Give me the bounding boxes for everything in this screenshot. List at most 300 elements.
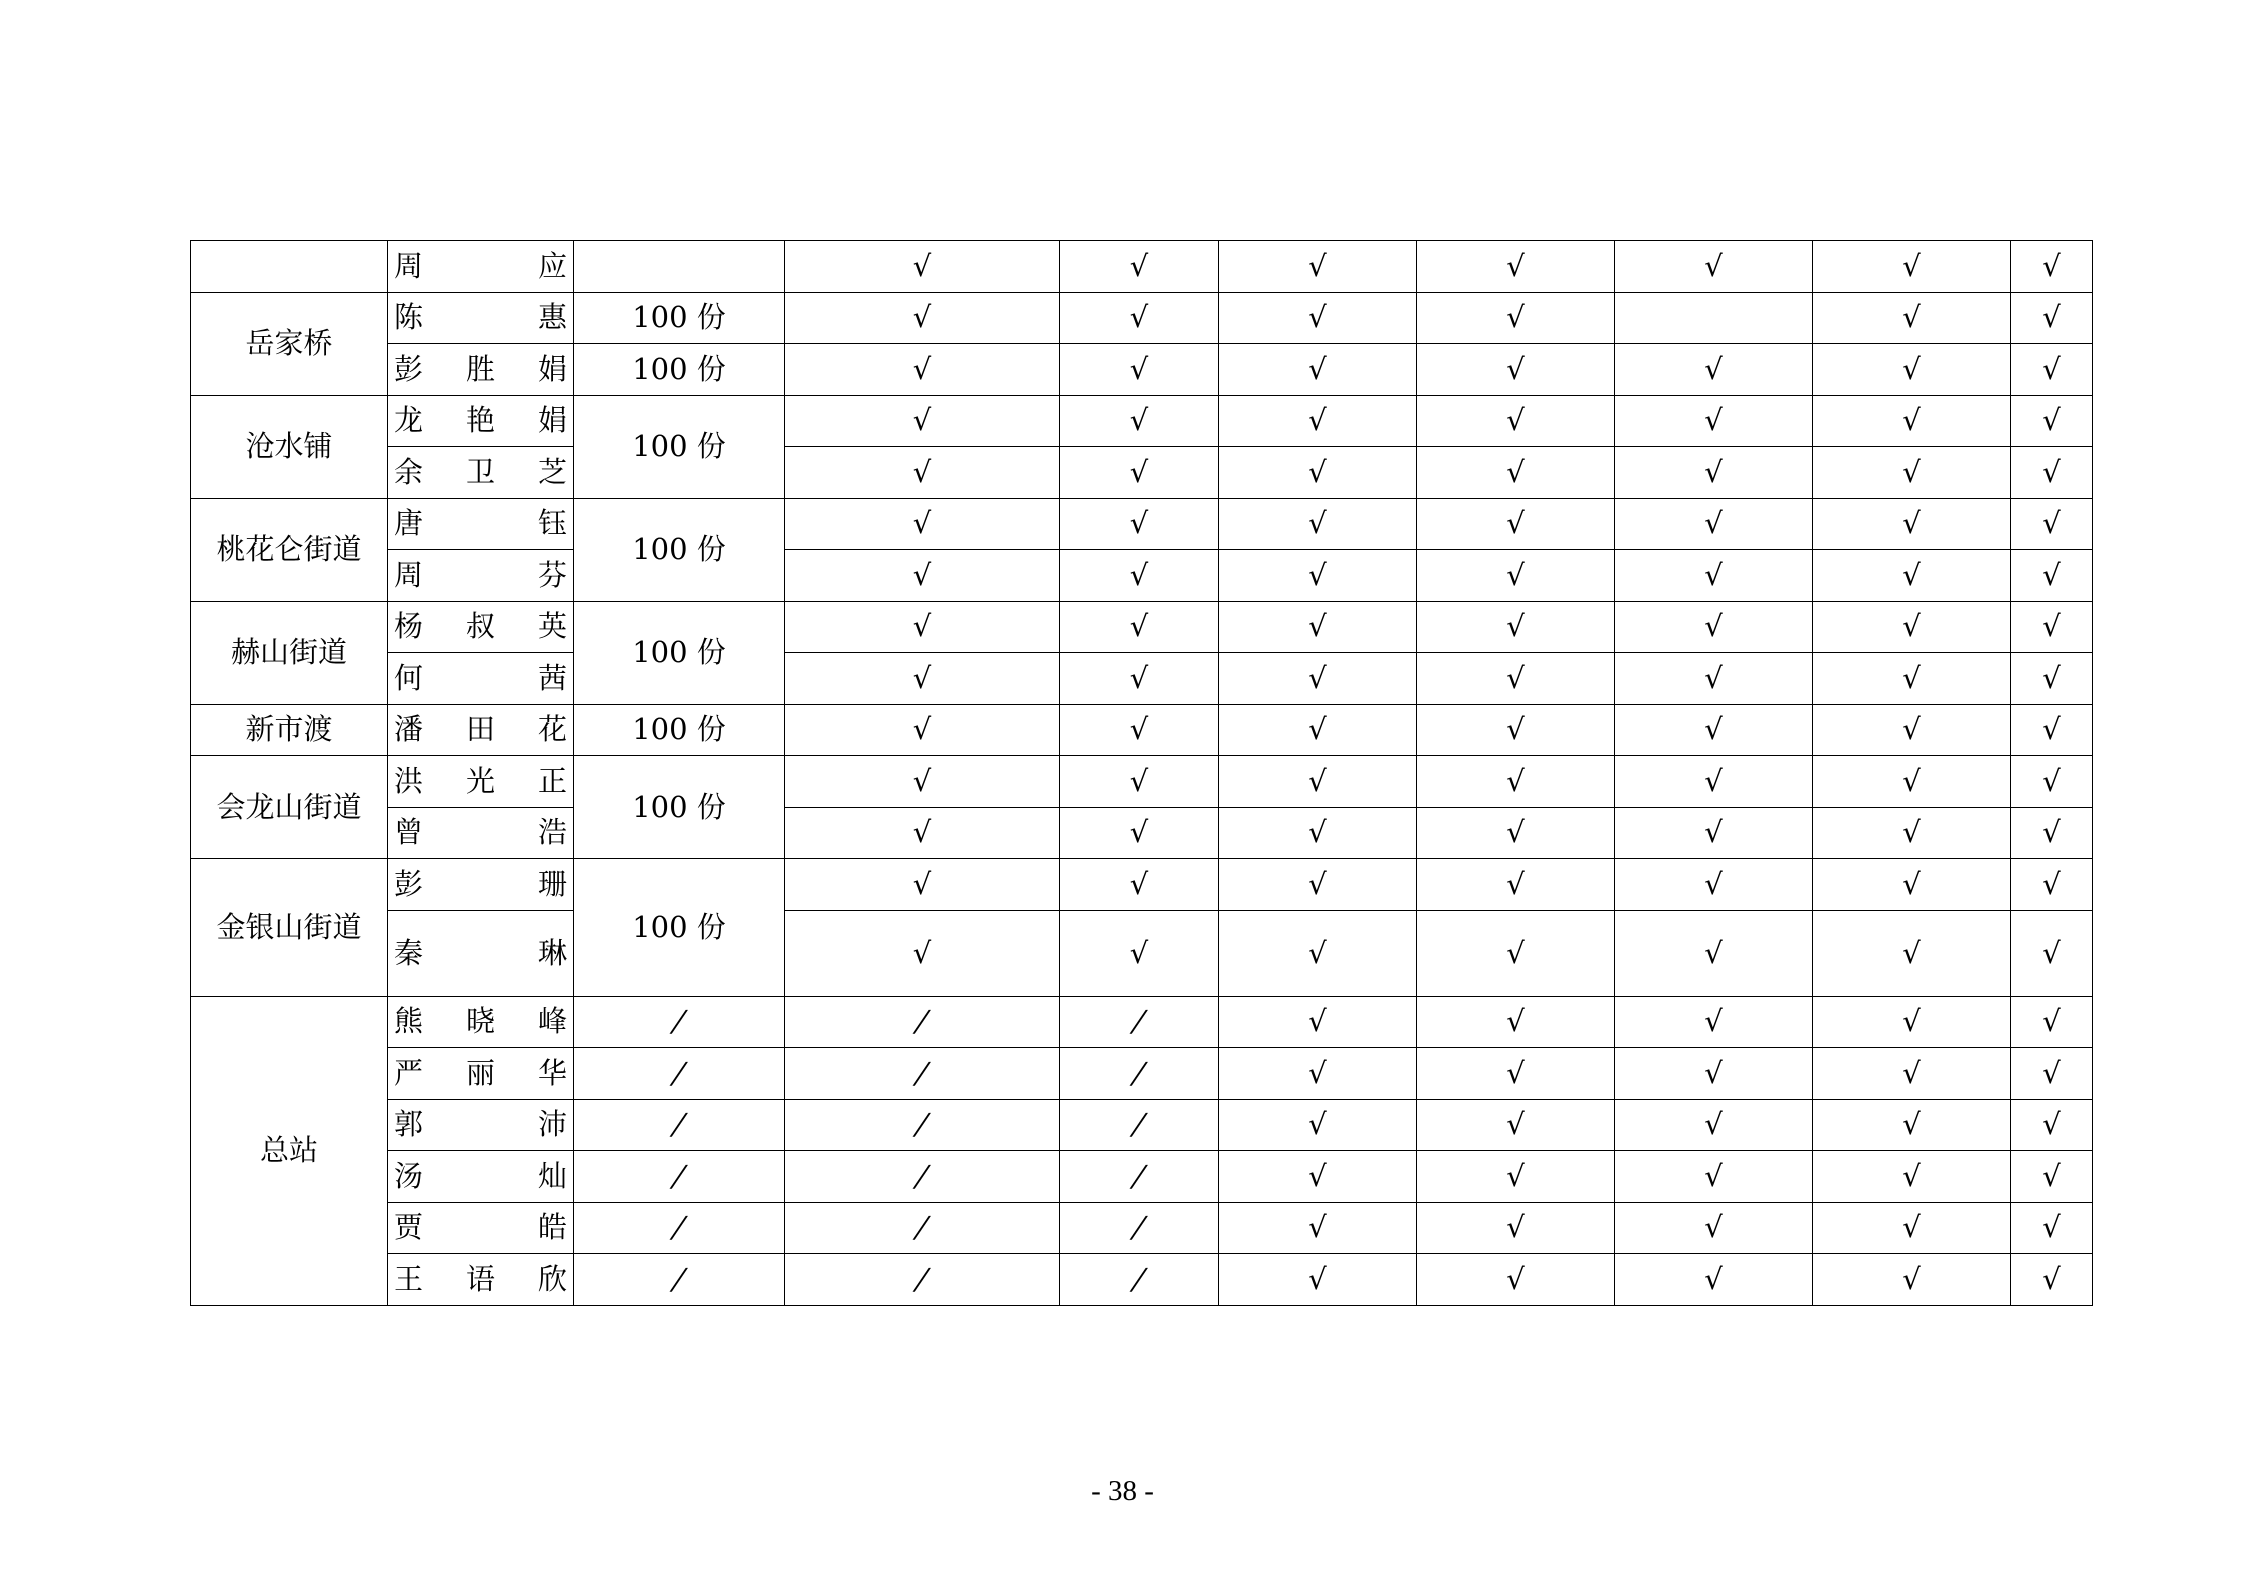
check-cell: [785, 910, 1060, 996]
check-cell: [1615, 1151, 1813, 1203]
check-mark: √: [1129, 351, 1149, 386]
quantity-value: /: [668, 1261, 691, 1296]
check-cell: [1615, 601, 1813, 653]
check-cell: [1417, 807, 1615, 859]
check-mark: √: [1129, 248, 1149, 283]
quantity-cell: [574, 344, 785, 396]
check-cell: [1060, 859, 1219, 911]
check-cell: [1219, 1202, 1417, 1254]
check-cell: [1060, 1202, 1219, 1254]
check-mark: √: [1308, 506, 1327, 541]
name-cell: 秦 琳: [388, 910, 574, 996]
check-mark: √: [1506, 935, 1525, 970]
check-mark: √: [1308, 1210, 1327, 1245]
check-mark: √: [2042, 815, 2061, 850]
name-cell: 王语欣: [388, 1254, 574, 1306]
name-cell: 彭 珊: [388, 859, 574, 911]
name-cell: 何 茜: [388, 653, 574, 705]
check-mark: √: [912, 763, 932, 798]
check-mark: √: [1308, 300, 1327, 335]
check-cell: [785, 601, 1060, 653]
check-mark: √: [2042, 1004, 2061, 1039]
check-cell: [1615, 807, 1813, 859]
check-mark: √: [1704, 557, 1723, 592]
check-cell: [1219, 601, 1417, 653]
check-cell: [1615, 550, 1813, 602]
check-mark: √: [912, 935, 932, 970]
quantity-cell: 100 份: [574, 601, 785, 704]
check-cell: [1615, 498, 1813, 550]
check-mark: √: [1704, 815, 1723, 850]
name-cell: 汤 灿: [388, 1151, 574, 1203]
check-cell: [1219, 996, 1417, 1048]
not-applicable-mark: /: [911, 1261, 934, 1296]
check-cell: [1813, 498, 2011, 550]
unit-cell: [191, 241, 388, 293]
table-row: [191, 395, 2093, 447]
not-applicable-mark: /: [911, 1004, 934, 1039]
check-mark: √: [1902, 935, 1921, 970]
page-number: - 38 -: [1091, 1475, 1154, 1507]
check-cell: [1417, 704, 1615, 756]
check-cell: [2011, 395, 2093, 447]
check-cell: [1060, 1099, 1219, 1151]
quantity-value: /: [668, 1210, 691, 1245]
check-cell: [1615, 447, 1813, 499]
check-cell: [1417, 1254, 1615, 1306]
quantity-cell: [574, 241, 785, 293]
check-mark: √: [912, 609, 932, 644]
check-cell: [1219, 550, 1417, 602]
check-cell: [2011, 996, 2093, 1048]
check-mark: √: [1704, 935, 1723, 970]
name-cell: 余卫芝: [388, 447, 574, 499]
check-cell: [1417, 395, 1615, 447]
check-mark: √: [1129, 866, 1149, 901]
check-cell: [1813, 704, 2011, 756]
quantity-value: 100 份: [632, 300, 726, 335]
check-cell: [785, 1202, 1060, 1254]
check-mark: √: [2042, 763, 2061, 798]
table-row: [191, 1048, 2093, 1100]
check-mark: √: [2042, 557, 2061, 592]
check-cell: [1219, 807, 1417, 859]
check-mark: √: [1902, 403, 1921, 438]
check-cell: [1060, 1254, 1219, 1306]
check-cell: [2011, 859, 2093, 911]
check-mark: √: [1902, 506, 1921, 541]
check-cell: [1417, 653, 1615, 705]
table-row: [191, 1202, 2093, 1254]
check-cell: [1813, 1202, 2011, 1254]
check-cell: [785, 1099, 1060, 1151]
check-cell: [1813, 653, 2011, 705]
check-cell: [785, 498, 1060, 550]
check-mark: √: [1506, 300, 1525, 335]
check-mark: √: [1902, 1261, 1921, 1296]
check-cell: [2011, 241, 2093, 293]
check-cell: [1219, 756, 1417, 808]
check-mark: √: [1308, 248, 1327, 283]
check-cell: [1417, 447, 1615, 499]
check-cell: [1060, 653, 1219, 705]
check-mark: √: [912, 454, 932, 489]
check-mark: √: [912, 300, 932, 335]
check-cell: [2011, 344, 2093, 396]
check-mark: √: [1902, 300, 1921, 335]
check-cell: [1219, 395, 1417, 447]
check-cell: [1813, 550, 2011, 602]
unit-cell: 沧水铺: [191, 395, 388, 498]
check-cell: [1615, 653, 1813, 705]
name-cell: 唐 钰: [388, 498, 574, 550]
check-cell: [1417, 910, 1615, 996]
check-cell: [1417, 996, 1615, 1048]
check-mark: √: [1308, 935, 1327, 970]
table-row: [191, 1151, 2093, 1203]
check-mark: √: [1902, 763, 1921, 798]
unit-cell: 岳家桥: [191, 292, 388, 395]
check-mark: √: [2042, 1210, 2061, 1245]
check-mark: √: [1704, 712, 1723, 747]
check-cell: [785, 1254, 1060, 1306]
check-cell: [1615, 1099, 1813, 1151]
check-mark: √: [1308, 403, 1327, 438]
name-cell: 周 应: [388, 241, 574, 293]
check-mark: √: [1506, 506, 1525, 541]
quantity-cell: [574, 1048, 785, 1100]
check-cell: [1060, 344, 1219, 396]
check-mark: √: [1129, 403, 1149, 438]
check-mark: √: [1902, 1004, 1921, 1039]
check-cell: [785, 704, 1060, 756]
check-mark: √: [1308, 609, 1327, 644]
check-cell: [1813, 996, 2011, 1048]
check-cell: [1813, 1254, 2011, 1306]
name-cell: 杨叔英: [388, 601, 574, 653]
name-cell: 严丽华: [388, 1048, 574, 1100]
not-applicable-mark: /: [911, 1055, 934, 1090]
check-cell: [1813, 1048, 2011, 1100]
table-row: [191, 756, 2093, 808]
check-mark: √: [1704, 1261, 1723, 1296]
check-cell: [1813, 1099, 2011, 1151]
name-cell: 彭胜娟: [388, 344, 574, 396]
table-row: [191, 601, 2093, 653]
check-mark: √: [1506, 815, 1525, 850]
check-cell: [2011, 1151, 2093, 1203]
check-cell: [1813, 292, 2011, 344]
check-cell: [1060, 756, 1219, 808]
check-mark: √: [2042, 403, 2061, 438]
check-cell: [785, 550, 1060, 602]
unit-cell: 桃花仑街道: [191, 498, 388, 601]
check-cell: [785, 447, 1060, 499]
check-cell: [2011, 1048, 2093, 1100]
check-cell: [2011, 292, 2093, 344]
check-cell: [1417, 756, 1615, 808]
check-mark: √: [1704, 1004, 1723, 1039]
check-mark: √: [2042, 712, 2061, 747]
check-cell: [1813, 910, 2011, 996]
check-cell: [2011, 1254, 2093, 1306]
check-mark: √: [1308, 763, 1327, 798]
check-cell: [2011, 704, 2093, 756]
check-mark: √: [1129, 609, 1149, 644]
quantity-cell: [574, 1254, 785, 1306]
check-mark: √: [1308, 815, 1327, 850]
check-cell: [2011, 653, 2093, 705]
check-cell: [2011, 756, 2093, 808]
check-mark: √: [2042, 1107, 2061, 1142]
check-mark: √: [1308, 712, 1327, 747]
check-cell: [1813, 859, 2011, 911]
table-row: [191, 550, 2093, 602]
check-mark: √: [1308, 351, 1327, 386]
check-cell: [1615, 1048, 1813, 1100]
check-mark: √: [1506, 660, 1525, 695]
check-mark: √: [1506, 351, 1525, 386]
check-cell: [1813, 756, 2011, 808]
check-mark: √: [1704, 609, 1723, 644]
table-row: [191, 996, 2093, 1048]
check-mark: √: [1308, 454, 1327, 489]
name-cell: 曾 浩: [388, 807, 574, 859]
check-mark: √: [1506, 1158, 1525, 1193]
check-mark: √: [1902, 1107, 1921, 1142]
name-cell: 龙艳娟: [388, 395, 574, 447]
check-mark: √: [1902, 1055, 1921, 1090]
check-cell: [1813, 807, 2011, 859]
check-cell: [1219, 292, 1417, 344]
check-cell: [1615, 859, 1813, 911]
check-mark: √: [1129, 300, 1149, 335]
check-mark: √: [2042, 300, 2061, 335]
checklist-table: [190, 240, 2093, 1306]
check-mark: √: [2042, 1055, 2061, 1090]
quantity-cell: 100 份: [574, 704, 785, 756]
check-cell: [1060, 1048, 1219, 1100]
check-cell: [1813, 344, 2011, 396]
check-cell: [1417, 1048, 1615, 1100]
check-cell: [1417, 859, 1615, 911]
check-cell: [1219, 1254, 1417, 1306]
check-mark: √: [1704, 1210, 1723, 1245]
check-cell: [1417, 550, 1615, 602]
check-cell: [785, 241, 1060, 293]
check-mark: √: [1129, 506, 1149, 541]
check-cell: [1060, 704, 1219, 756]
unit-cell: 总站: [191, 996, 388, 1305]
check-cell: [2011, 601, 2093, 653]
check-mark: √: [1704, 351, 1723, 386]
check-cell: [1219, 447, 1417, 499]
quantity-cell: 100 份: [574, 756, 785, 859]
check-mark: √: [2042, 609, 2061, 644]
check-mark: √: [1308, 1261, 1327, 1296]
name-cell: 熊晓峰: [388, 996, 574, 1048]
check-mark: √: [1506, 454, 1525, 489]
check-mark: √: [1129, 712, 1149, 747]
check-mark: √: [1129, 660, 1149, 695]
not-applicable-mark: /: [1128, 1004, 1151, 1039]
check-mark: √: [1902, 815, 1921, 850]
check-mark: √: [1902, 712, 1921, 747]
not-applicable-mark: /: [911, 1210, 934, 1245]
check-cell: [785, 1048, 1060, 1100]
check-mark: √: [1506, 248, 1525, 283]
check-cell: [1615, 756, 1813, 808]
check-mark: √: [2042, 1261, 2061, 1296]
check-mark: √: [1902, 660, 1921, 695]
check-mark: √: [1506, 1004, 1525, 1039]
check-mark: √: [1308, 1055, 1327, 1090]
check-mark: √: [2042, 454, 2061, 489]
not-applicable-mark: /: [1128, 1055, 1151, 1090]
check-cell: [785, 344, 1060, 396]
check-mark: √: [2042, 935, 2061, 970]
check-mark: √: [912, 248, 932, 283]
check-mark: √: [1308, 660, 1327, 695]
check-mark: √: [2042, 1158, 2061, 1193]
check-cell: [1219, 1151, 1417, 1203]
check-cell: [2011, 447, 2093, 499]
check-mark: √: [2042, 351, 2061, 386]
check-mark: √: [1506, 609, 1525, 644]
table-row: [191, 807, 2093, 859]
check-cell: [1615, 1202, 1813, 1254]
check-mark: √: [1902, 351, 1921, 386]
check-cell: [1813, 395, 2011, 447]
check-cell: [2011, 1099, 2093, 1151]
quantity-value: /: [668, 1055, 691, 1090]
check-cell: [1615, 1254, 1813, 1306]
check-cell: [1219, 910, 1417, 996]
not-applicable-mark: /: [911, 1158, 934, 1193]
quantity-cell: [574, 1202, 785, 1254]
check-cell: [2011, 498, 2093, 550]
check-cell: [1219, 1099, 1417, 1151]
table-row: [191, 653, 2093, 705]
check-cell: [785, 996, 1060, 1048]
check-cell: [785, 756, 1060, 808]
check-mark: √: [2042, 248, 2061, 283]
table-row: [191, 704, 2093, 756]
check-cell: [1615, 996, 1813, 1048]
check-cell: [1417, 1202, 1615, 1254]
check-mark: √: [2042, 660, 2061, 695]
check-cell: [1417, 344, 1615, 396]
check-mark: √: [1506, 1261, 1525, 1296]
check-mark: √: [1704, 248, 1723, 283]
quantity-value: /: [668, 1004, 691, 1039]
check-mark: √: [1704, 1055, 1723, 1090]
check-mark: √: [1704, 1107, 1723, 1142]
check-mark: √: [1704, 506, 1723, 541]
check-cell: [1615, 292, 1813, 344]
check-mark: √: [1704, 403, 1723, 438]
name-cell: 潘田花: [388, 704, 574, 756]
table-row: [191, 292, 2093, 344]
unit-cell: 会龙山街道: [191, 756, 388, 859]
check-mark: √: [1704, 454, 1723, 489]
check-mark: √: [1308, 557, 1327, 592]
check-cell: [1060, 292, 1219, 344]
check-mark: √: [1308, 1004, 1327, 1039]
check-mark: √: [2042, 506, 2061, 541]
check-mark: √: [1902, 454, 1921, 489]
table-row: [191, 859, 2093, 911]
table-row: [191, 1254, 2093, 1306]
check-mark: √: [912, 403, 932, 438]
check-cell: [1219, 704, 1417, 756]
not-applicable-mark: /: [911, 1107, 934, 1142]
check-cell: [1060, 447, 1219, 499]
check-cell: [785, 653, 1060, 705]
check-mark: √: [1129, 763, 1149, 798]
check-mark: √: [912, 712, 932, 747]
quantity-cell: 100 份: [574, 498, 785, 601]
check-cell: [785, 859, 1060, 911]
check-mark: √: [1704, 660, 1723, 695]
check-cell: [1060, 601, 1219, 653]
check-cell: [1417, 241, 1615, 293]
table-row: [191, 447, 2093, 499]
check-mark: √: [1506, 403, 1525, 438]
name-cell: 洪光正: [388, 756, 574, 808]
check-cell: [785, 807, 1060, 859]
check-cell: [1060, 807, 1219, 859]
check-mark: √: [912, 351, 932, 386]
quantity-cell: [574, 1151, 785, 1203]
check-cell: [1813, 241, 2011, 293]
check-mark: √: [1506, 712, 1525, 747]
check-cell: [785, 292, 1060, 344]
check-cell: [1417, 498, 1615, 550]
check-mark: √: [912, 815, 932, 850]
check-mark: √: [1308, 1107, 1327, 1142]
check-cell: [1813, 447, 2011, 499]
check-cell: [1813, 601, 2011, 653]
check-mark: √: [1308, 1158, 1327, 1193]
not-applicable-mark: /: [1128, 1158, 1151, 1193]
check-mark: √: [912, 866, 932, 901]
check-cell: [785, 395, 1060, 447]
check-cell: [2011, 550, 2093, 602]
check-mark: √: [1129, 557, 1149, 592]
check-cell: [1219, 241, 1417, 293]
check-cell: [1060, 395, 1219, 447]
check-mark: √: [1506, 763, 1525, 798]
unit-cell: 新市渡: [191, 704, 388, 756]
check-cell: [1219, 859, 1417, 911]
check-cell: [2011, 807, 2093, 859]
check-mark: √: [1506, 557, 1525, 592]
table-row: [191, 910, 2093, 996]
quantity-cell: [574, 292, 785, 344]
check-cell: [1615, 241, 1813, 293]
check-cell: [1417, 1099, 1615, 1151]
check-cell: [1615, 395, 1813, 447]
check-mark: √: [1902, 866, 1921, 901]
check-cell: [1615, 910, 1813, 996]
check-mark: √: [1129, 815, 1149, 850]
check-mark: √: [2042, 866, 2061, 901]
check-mark: √: [912, 557, 932, 592]
table-row: [191, 241, 2093, 293]
check-mark: √: [1506, 1210, 1525, 1245]
quantity-value: 100 份: [632, 351, 726, 386]
